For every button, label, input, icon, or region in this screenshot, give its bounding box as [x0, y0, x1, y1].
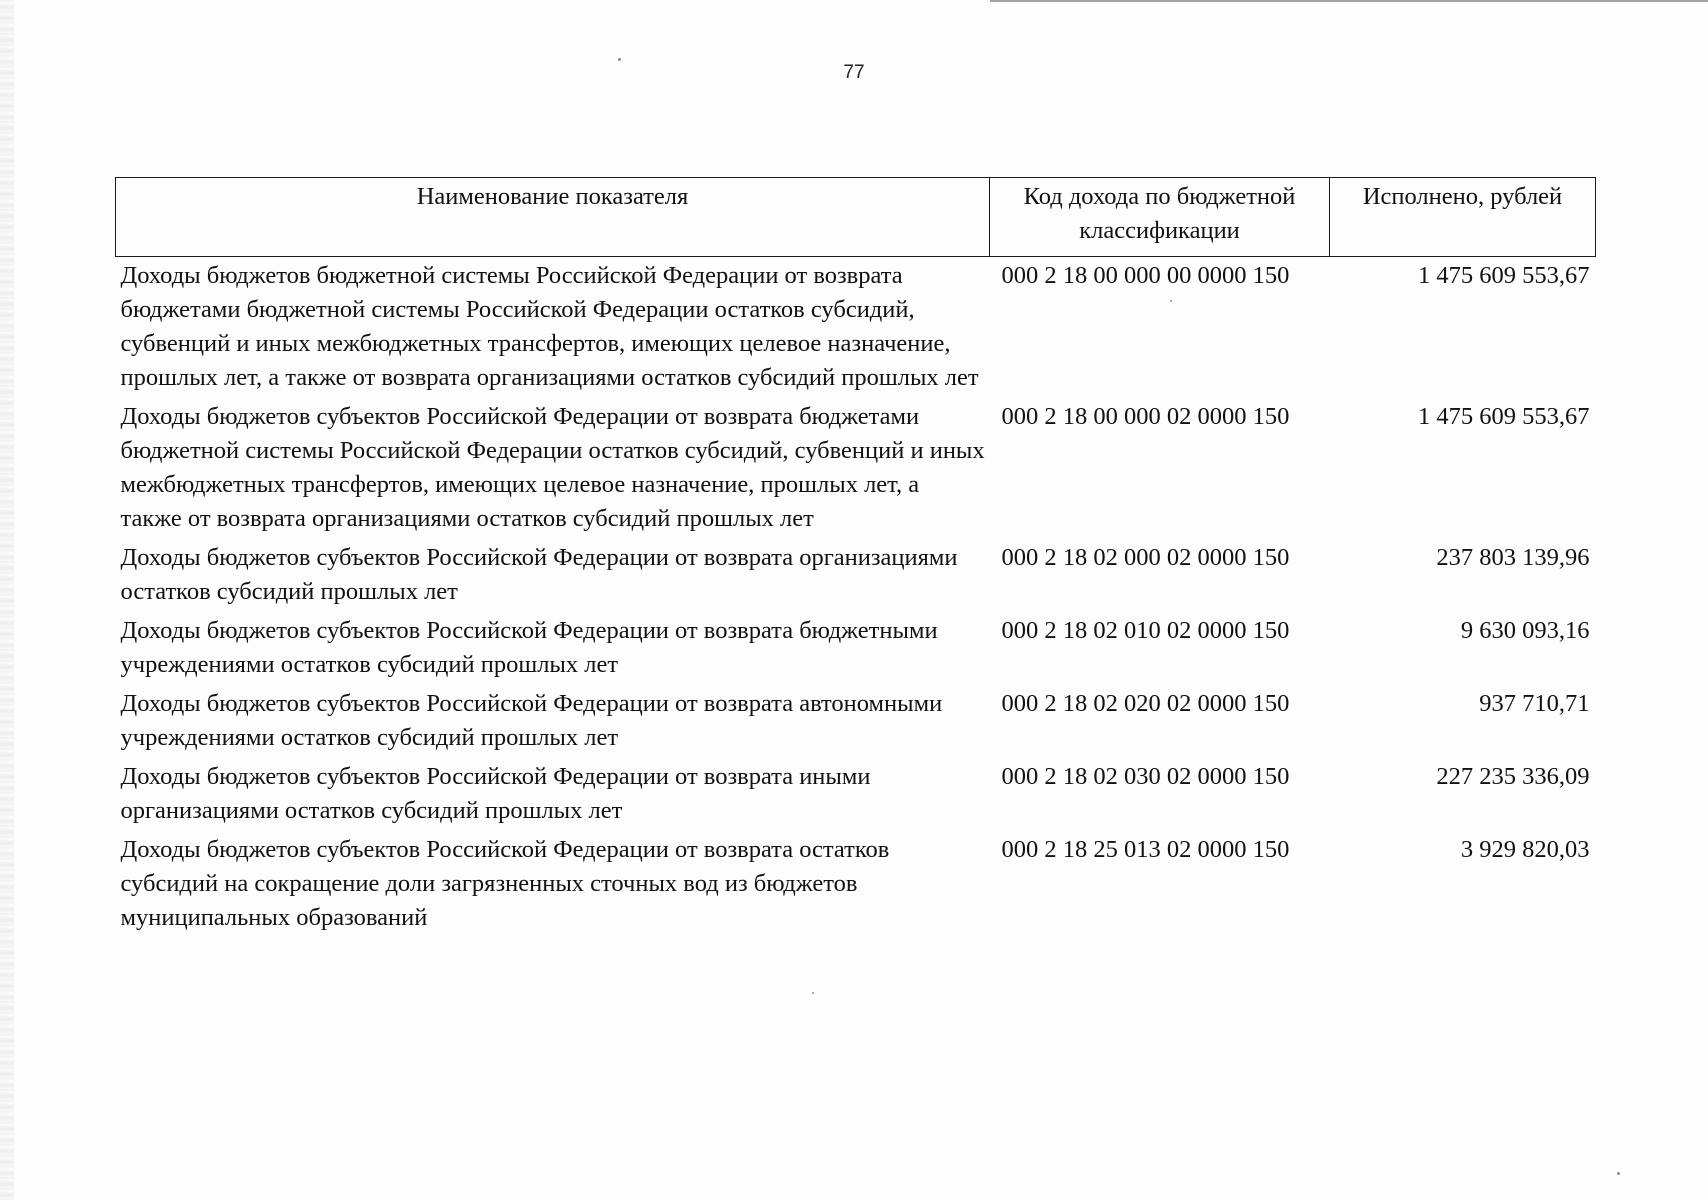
scan-speck	[618, 58, 621, 61]
table-row	[116, 257, 1596, 401]
header-sum: Исполнено, рублей	[1330, 178, 1596, 257]
revenue-table	[115, 177, 1596, 940]
executed-amount: 1 475 609 553,67	[1418, 403, 1590, 430]
executed-amount: 237 803 139,96	[1436, 544, 1590, 571]
table-row	[116, 760, 1596, 833]
table-body	[116, 257, 1596, 941]
executed-amount: 937 710,71	[1479, 690, 1590, 717]
executed-amount: 227 235 336,09	[1436, 763, 1590, 790]
scan-edge-artifact	[0, 0, 14, 1200]
budget-code: 000 2 18 00 000 02 0000 150	[1001, 403, 1290, 430]
table-row	[116, 614, 1596, 687]
indicator-name: Доходы бюджетов субъектов Российской Федерации от возврата бюджетными учреждениями остатков субсидий прошлых лет	[120, 617, 938, 678]
indicator-name: Доходы бюджетов субъектов Российской Федерации от возврата автономными учреждениями остатков субсидий прошлых лет	[120, 690, 943, 751]
budget-code: 000 2 18 02 030 02 0000 150	[1001, 763, 1290, 790]
budget-code: 000 2 18 02 010 02 0000 150	[1001, 617, 1290, 644]
executed-amount: 9 630 093,16	[1460, 617, 1590, 644]
indicator-name: Доходы бюджетов субъектов Российской Федерации от возврата организациями остатков субсидий прошлых лет	[120, 544, 958, 605]
budget-code: 000 2 18 02 020 02 0000 150	[1001, 690, 1290, 717]
page-number: 77	[843, 62, 865, 83]
budget-code: 000 2 18 00 000 00 0000 150	[1001, 262, 1290, 289]
table-header	[116, 178, 1596, 257]
executed-amount: 1 475 609 553,67	[1418, 262, 1590, 289]
scan-speck	[1617, 1172, 1620, 1175]
indicator-name: Доходы бюджетов бюджетной системы Российской Федерации от возврата бюджетами бюджетной системы Российской Федерации остатков субсидий, субвенций и иных межбюджетных трансфертов, имеющих целевое назначение, прошлых лет, а также от возврата организациями остатков субсидий прошлых лет	[120, 262, 979, 391]
budget-code: 000 2 18 02 000 02 0000 150	[1001, 544, 1290, 571]
scan-speck	[812, 992, 814, 994]
header-code: Код дохода по бюджетной классификации	[990, 178, 1330, 257]
indicator-name: Доходы бюджетов субъектов Российской Федерации от возврата иными организациями остатков субсидий прошлых лет	[120, 763, 871, 824]
table-row	[116, 541, 1596, 614]
budget-code: 000 2 18 25 013 02 0000 150	[1001, 836, 1290, 863]
table-row	[116, 687, 1596, 760]
scan-edge-artifact	[990, 0, 1708, 2]
executed-amount: 3 929 820,03	[1460, 836, 1590, 863]
table-row	[116, 833, 1596, 940]
table-row	[116, 400, 1596, 541]
header-name: Наименование показателя	[116, 178, 990, 257]
indicator-name: Доходы бюджетов субъектов Российской Федерации от возврата остатков субсидий на сокращение доли загрязненных сточных вод из бюджетов муниципальных образований	[120, 836, 890, 931]
indicator-name: Доходы бюджетов субъектов Российской Федерации от возврата бюджетами бюджетной системы Российской Федерации остатков субсидий, субвенций и иных межбюджетных трансфертов, имеющих целевое назначение, прошлых лет, а также от возврата организациями остатков субсидий прошлых лет	[120, 403, 985, 532]
